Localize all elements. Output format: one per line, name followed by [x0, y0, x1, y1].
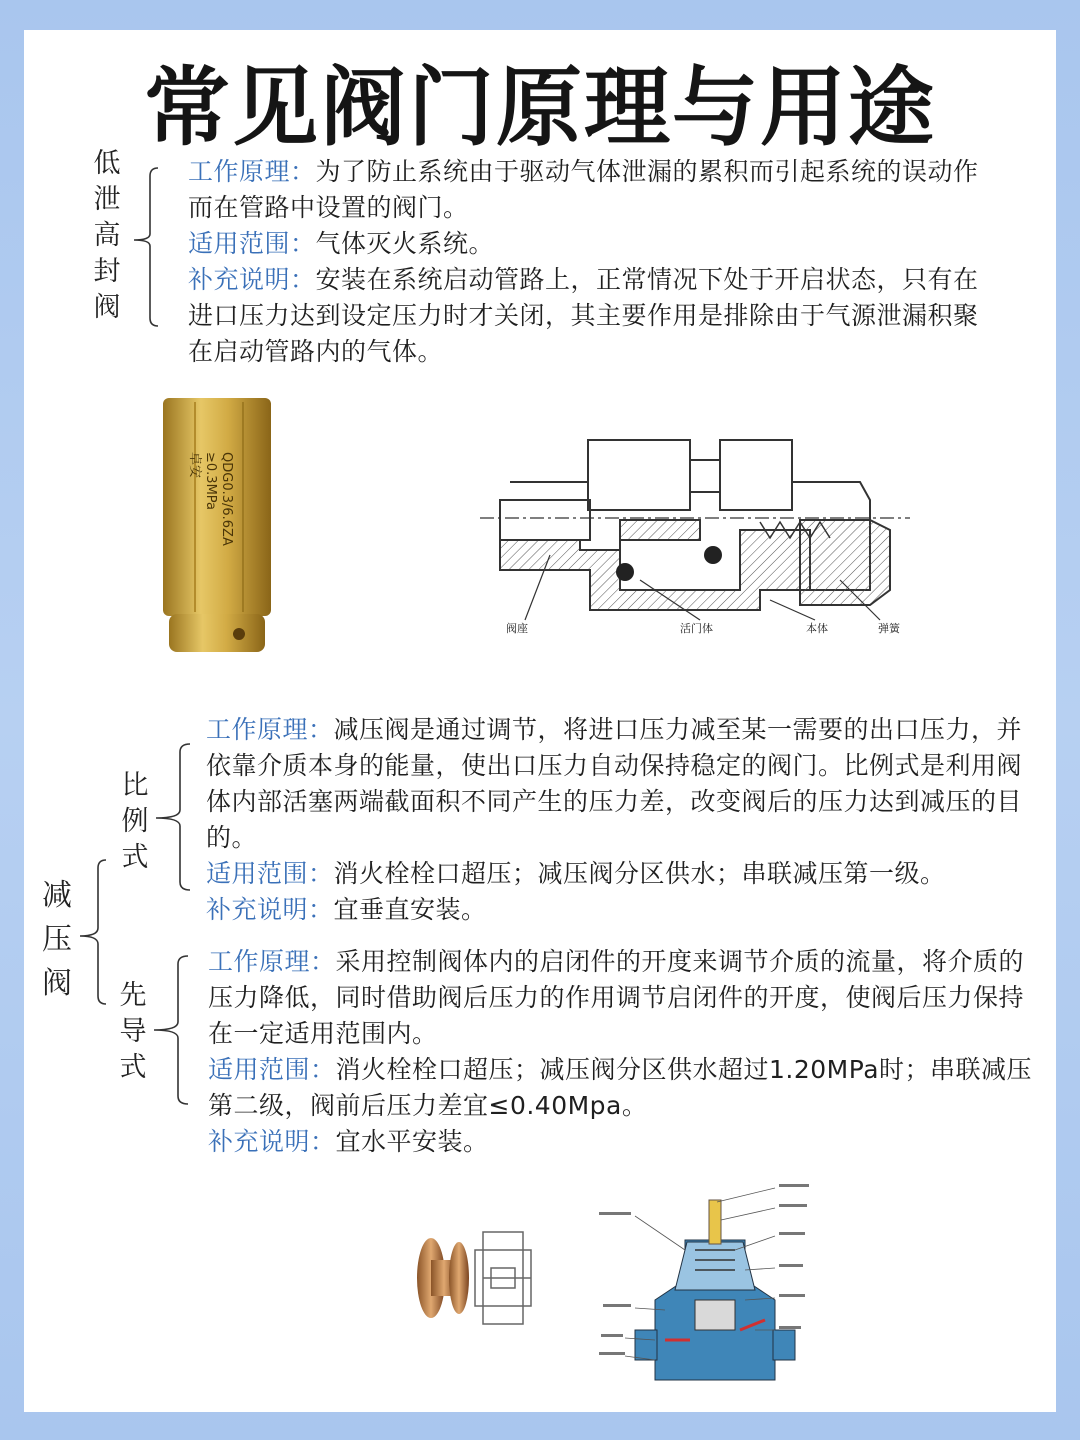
principle-text: 减压阀是通过调节，将进口压力减至某一需要的出口压力，并依靠介质本身的能量，使出口压力自动保持稳定的阀门。比例式是利用阀体内部活塞两端截面积不同产生的压力差，改变阀后的压力达到减压的目的。 [206, 715, 1023, 852]
scope-text: 气体灭火系统。 [315, 229, 495, 258]
note-text: 宜垂直安装。 [333, 895, 487, 924]
section1-scope [188, 226, 988, 262]
section2-main-brace [72, 852, 112, 1012]
note-label: 补充说明： [208, 1127, 336, 1156]
pilot-char: 导 [119, 1016, 147, 1047]
principle-text: 为了防止系统由于驱动气体泄漏的累积而引起系统的误动作而在管路中设置的阀门。 [188, 157, 979, 222]
side-char: 低 [93, 148, 121, 179]
main-char: 减 [42, 878, 72, 913]
main-char: 压 [42, 922, 72, 957]
proportional-label [120, 768, 150, 876]
scope-text: 消火栓栓口超压；减压阀分区供水；串联减压第一级。 [333, 859, 946, 888]
flange-valve-image [405, 1228, 555, 1328]
pilot-char: 式 [119, 1052, 147, 1083]
prop-char: 式 [121, 842, 149, 873]
scope-label: 适用范围： [206, 859, 334, 888]
proportional-principle [206, 712, 1030, 856]
principle-label: 工作原理： [206, 715, 334, 744]
label-disc: 活门体 [680, 622, 713, 635]
proportional-scope [206, 856, 1030, 892]
brass-valve-image [155, 392, 285, 658]
label-body: 本体 [806, 622, 828, 635]
section1-text [188, 154, 988, 370]
pilot-char: 先 [119, 980, 147, 1011]
note-label: 补充说明： [206, 895, 334, 924]
scope-label: 适用范围： [188, 229, 316, 258]
svg-text:QDG0.3/6.6ZA: QDG0.3/6.6ZA [219, 452, 234, 546]
section1-side-label [92, 146, 122, 326]
svg-text:≥0.3MPa: ≥0.3MPa [203, 452, 218, 511]
note-label: 补充说明： [188, 265, 316, 294]
pilot-text [208, 944, 1044, 1160]
pilot-note [208, 1124, 1044, 1160]
main-char: 阀 [42, 966, 72, 1001]
section1-principle [188, 154, 988, 226]
label-seat: 阀座 [506, 622, 528, 635]
pilot-scope [208, 1052, 1044, 1124]
section1-note [188, 262, 988, 370]
scope-label: 适用范围： [208, 1055, 336, 1084]
side-char: 泄 [93, 184, 121, 215]
note-text: 安装在系统启动管路上，正常情况下处于开启状态，只有在进口压力达到设定压力时才关闭，其主要作用是排除由于气源泄漏积聚在启动管路内的气体。 [188, 265, 979, 366]
side-char: 封 [93, 256, 121, 287]
proportional-note [206, 892, 1030, 928]
pilot-brace [148, 948, 194, 1112]
prop-char: 比 [121, 770, 149, 801]
pilot-valve-diagram [595, 1180, 835, 1390]
section2-main-label [42, 874, 72, 1006]
side-char: 高 [93, 220, 121, 251]
pilot-label [118, 978, 148, 1086]
svg-text:卓安: 卓安 [187, 452, 202, 479]
side-char: 阀 [93, 292, 121, 323]
label-spring: 弹簧 [878, 622, 900, 635]
principle-label: 工作原理： [208, 947, 336, 976]
scope-text: 消火栓栓口超压；减压阀分区供水超过1.20MPa时；串联减压第二级，阀前后压力差宜≤0.40Mpa。 [208, 1055, 1033, 1120]
valve-section-diagram [470, 430, 920, 645]
section1-brace [128, 160, 168, 332]
proportional-brace [150, 736, 196, 896]
proportional-text [206, 712, 1030, 928]
principle-text: 采用控制阀体内的启闭件的开度来调节介质的流量，将介质的压力降低，同时借助阀后压力的作用调节启闭件的开度，使阀后压力保持在一定适用范围内。 [208, 947, 1025, 1048]
pilot-principle [208, 944, 1044, 1052]
prop-char: 例 [121, 806, 149, 837]
principle-label: 工作原理： [188, 157, 316, 186]
note-text: 宜水平安装。 [335, 1127, 489, 1156]
page-title: 常见阀门原理与用途 [144, 58, 936, 158]
